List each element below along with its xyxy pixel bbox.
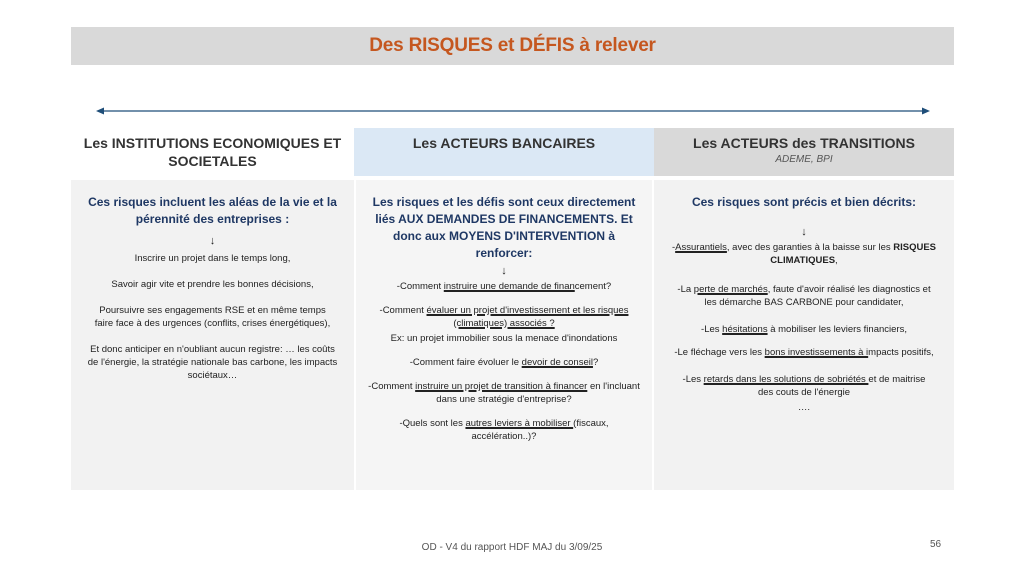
down-arrow-icon: ↓ bbox=[209, 235, 216, 247]
list-item: -Quels sont les autres leviers à mobiliser (fiscaux, accélération..)? bbox=[399, 418, 609, 442]
column-header-transitions bbox=[654, 128, 954, 176]
list-item: -La perte de marchés, faute d'avoir réalisé les diagnostics et les démarche BAS CARBONE pour candidater, bbox=[677, 284, 931, 308]
column-body-banques bbox=[354, 180, 654, 490]
list-item: Inscrire un projet dans le temps long, bbox=[134, 253, 291, 264]
list-item: Savoir agir vite et prendre les bonnes décisions, bbox=[111, 279, 314, 290]
column-body-institutions bbox=[71, 180, 354, 490]
title-bar bbox=[71, 27, 954, 65]
footer-text: OD - V4 du rapport HDF MAJ du 3/09/25 bbox=[421, 542, 603, 553]
column-header-title: Les ACTEURS BANCAIRES bbox=[412, 135, 596, 151]
page-number: 56 bbox=[930, 539, 942, 550]
column-lead: Ces risques incluent les aléas de la vie et la pérennité des entreprises : bbox=[88, 195, 337, 226]
column-header-subtitle: ADEME, BPI bbox=[775, 154, 833, 165]
column-header-banques bbox=[354, 128, 654, 176]
column-header-title: Les INSTITUTIONS ECONOMIQUES ET SOCIETALES bbox=[83, 135, 342, 169]
down-arrow-icon: ↓ bbox=[501, 265, 507, 277]
list-item: -Comment faire évoluer le devoir de conseil? bbox=[409, 357, 599, 368]
list-item: -Les retards dans les solutions de sobriétés et de maitrise des couts de l'énergie bbox=[682, 374, 926, 398]
list-item: -Comment instruire un projet de transition à financer en l'incluant dans une stratégie d'entreprise? bbox=[368, 381, 640, 405]
list-item: Poursuivre ses engagements RSE et en même temps faire face à des urgences (conflits, crises énergétiques), bbox=[94, 305, 331, 329]
slide-title: Des RISQUES et DÉFIS à relever bbox=[369, 35, 656, 56]
list-item: -Le fléchage vers les bons investissements à impacts positifs, bbox=[674, 347, 934, 358]
double-arrow-icon bbox=[96, 105, 930, 117]
column-lead: Les risques et les défis sont ceux directement liés AUX DEMANDES DE FINANCEMENTS. Et donc aux MOYENS D'INTERVENTION à renforcer: bbox=[372, 195, 636, 260]
list-item: -Comment instruire une demande de financement? bbox=[396, 281, 612, 292]
list-item: -Assurantiels, avec des garanties à la baisse sur les RISQUES CLIMATIQUES, bbox=[671, 242, 937, 266]
list-item: …. bbox=[797, 402, 811, 413]
column-lead: Ces risques sont précis et bien décrits: bbox=[691, 195, 917, 209]
column-header-title: Les ACTEURS des TRANSITIONS bbox=[693, 135, 915, 151]
column-header-institutions bbox=[71, 128, 354, 176]
list-item: -Comment évaluer un projet d'investissement et les risques (climatiques) associés ? bbox=[379, 305, 629, 329]
down-arrow-icon: ↓ bbox=[801, 226, 807, 238]
list-item: -Les hésitations à mobiliser les leviers financiers, bbox=[701, 324, 907, 335]
list-item: Et donc anticiper en n'oubliant aucun registre: … les coûts de l'énergie, la stratégie nationale bas carbone, les impacts sociétaux… bbox=[87, 344, 338, 381]
list-item: Ex: un projet immobilier sous la menace d'inondations bbox=[390, 333, 618, 344]
column-body-transitions bbox=[654, 180, 954, 490]
